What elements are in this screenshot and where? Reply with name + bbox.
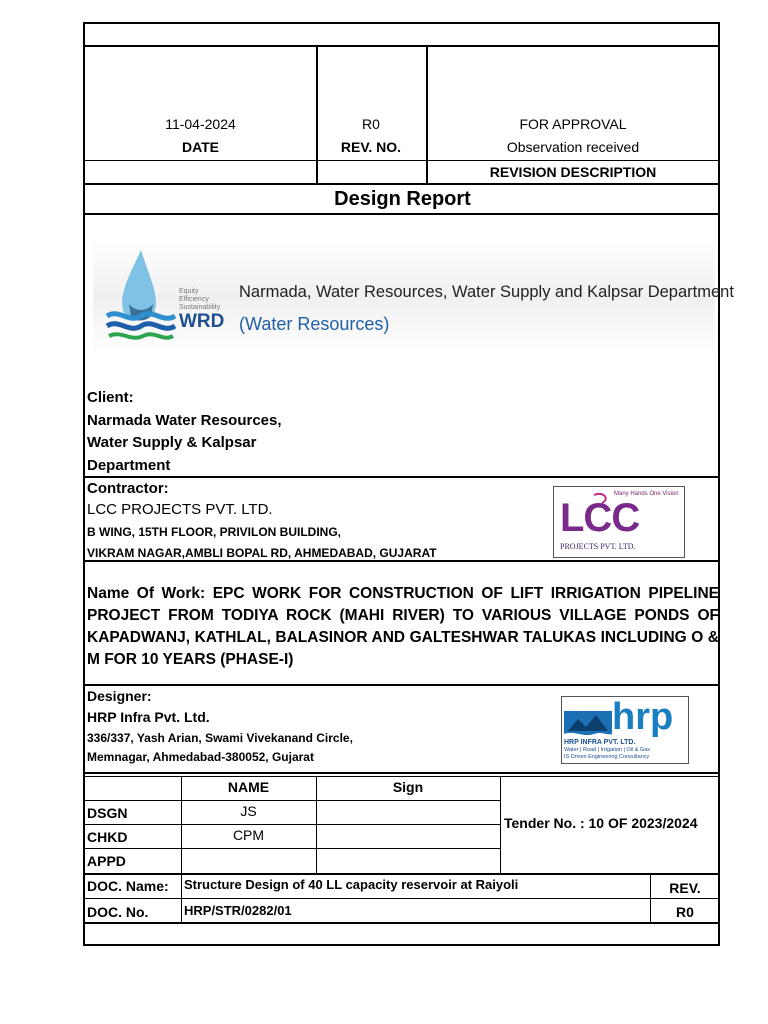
name-of-work: Name Of Work: EPC WORK FOR CONSTRUCTION OF LIFT IRRIGATION PIPELINE PROJECT FROM TODIYA ROCK (MAHI RIVER) TO VARIOUS VILLAGE PONDS OF KAPADWANJ, KATHLAL, BALASINOR AND GALTESHWAR TALUKAS INCLUDING O & M FOR 10 YEARS (PHASE-I)	[87, 585, 719, 668]
revision-date-label: DATE	[181, 139, 220, 155]
designer-address-1: 336/337, Yash Arian, Swami Vivekanand Circle,	[87, 731, 353, 745]
doc-number-label: DOC. No.	[87, 904, 149, 920]
wrd-logo-text: WRD	[179, 311, 225, 332]
lcc-logo-tagline: Many Hands One Vision	[614, 491, 679, 497]
revision-number-label: REV. NO.	[340, 139, 402, 155]
rule	[85, 213, 720, 215]
sign-row-name: CPM	[232, 827, 265, 843]
revision-description-1: FOR APPROVAL	[519, 116, 627, 132]
designer-name: HRP Infra Pvt. Ltd.	[87, 709, 210, 725]
revision-description-2: Observation received	[506, 139, 640, 155]
lcc-logo-sub: PROJECTS PVT. LTD.	[560, 542, 636, 551]
sign-table-name-header: NAME	[227, 779, 270, 795]
client-label: Client:	[87, 389, 134, 406]
rule	[85, 848, 500, 849]
report-title: Design Report	[334, 188, 471, 210]
department-name: Narmada, Water Resources, Water Supply and Kalpsar Department	[239, 283, 734, 301]
contractor-name: LCC PROJECTS PVT. LTD.	[87, 501, 273, 518]
department-subtitle: (Water Resources)	[239, 314, 390, 334]
contractor-address-2: VIKRAM NAGAR,AMBLI BOPAL RD, AHMEDABAD, GUJARAT	[87, 546, 437, 560]
rule	[316, 45, 318, 185]
department-banner	[93, 238, 734, 356]
designer-address-2: Memnagar, Ahmedabad-380052, Gujarat	[87, 750, 314, 764]
client-line-2: Water Supply & Kalpsar	[87, 434, 257, 451]
revision-date: 11-04-2024	[165, 116, 236, 132]
tender-number: Tender No. : 10 OF 2023/2024	[504, 815, 698, 831]
rule	[85, 160, 720, 161]
sign-row-role: DSGN	[87, 805, 128, 821]
sign-row-role: CHKD	[87, 829, 128, 845]
sign-row-name: JS	[240, 803, 257, 819]
contractor-address-1: B WING, 15TH FLOOR, PRIVILON BUILDING,	[87, 525, 342, 539]
sign-table-sign-header: Sign	[392, 779, 424, 795]
rule	[85, 684, 720, 686]
doc-number-value: HRP/STR/0282/01	[184, 903, 292, 918]
doc-name-label: DOC. Name:	[87, 878, 169, 894]
hrp-logo-sub: HRP INFRA PVT. LTD.	[564, 739, 636, 746]
revision-number: R0	[362, 116, 380, 132]
rule	[85, 772, 720, 774]
client-line-3: Department	[87, 457, 171, 474]
hrp-logo-line-3: IS Driven Engineering Consultancy	[564, 754, 650, 760]
rule	[181, 776, 182, 923]
doc-rev-label: REV.	[669, 880, 701, 896]
sign-row-role: APPD	[87, 853, 126, 869]
hrp-logo	[561, 696, 689, 764]
rule	[85, 800, 500, 801]
logo-tag-sustainability: Sustainability	[179, 304, 221, 311]
wrd-drop-logo-icon	[99, 246, 179, 346]
hrp-logo-line-2: Water | Road | Irrigation | Oil & Gas	[564, 747, 650, 753]
doc-name-value: Structure Design of 40 LL capacity reservoir at Raiyoli	[184, 877, 519, 892]
lcc-logo-text: LCC	[560, 496, 640, 540]
rule	[85, 183, 720, 185]
contractor-label: Contractor:	[87, 480, 169, 497]
logo-tag-equity: Equity	[179, 288, 199, 295]
cover-sheet	[83, 22, 734, 946]
designer-label: Designer:	[87, 688, 152, 704]
revision-description-label: REVISION DESCRIPTION	[489, 164, 657, 180]
lcc-logo	[553, 486, 685, 558]
doc-rev-value: R0	[676, 904, 694, 920]
rule	[85, 45, 720, 47]
client-line-1: Narmada Water Resources,	[87, 412, 282, 429]
hrp-logo-text: hrp	[612, 696, 674, 738]
rule	[85, 824, 500, 825]
rule	[500, 776, 501, 873]
logo-tag-efficiency: Efficiency	[179, 296, 209, 303]
rule	[85, 476, 720, 478]
hrp-logo-icon	[564, 701, 614, 741]
